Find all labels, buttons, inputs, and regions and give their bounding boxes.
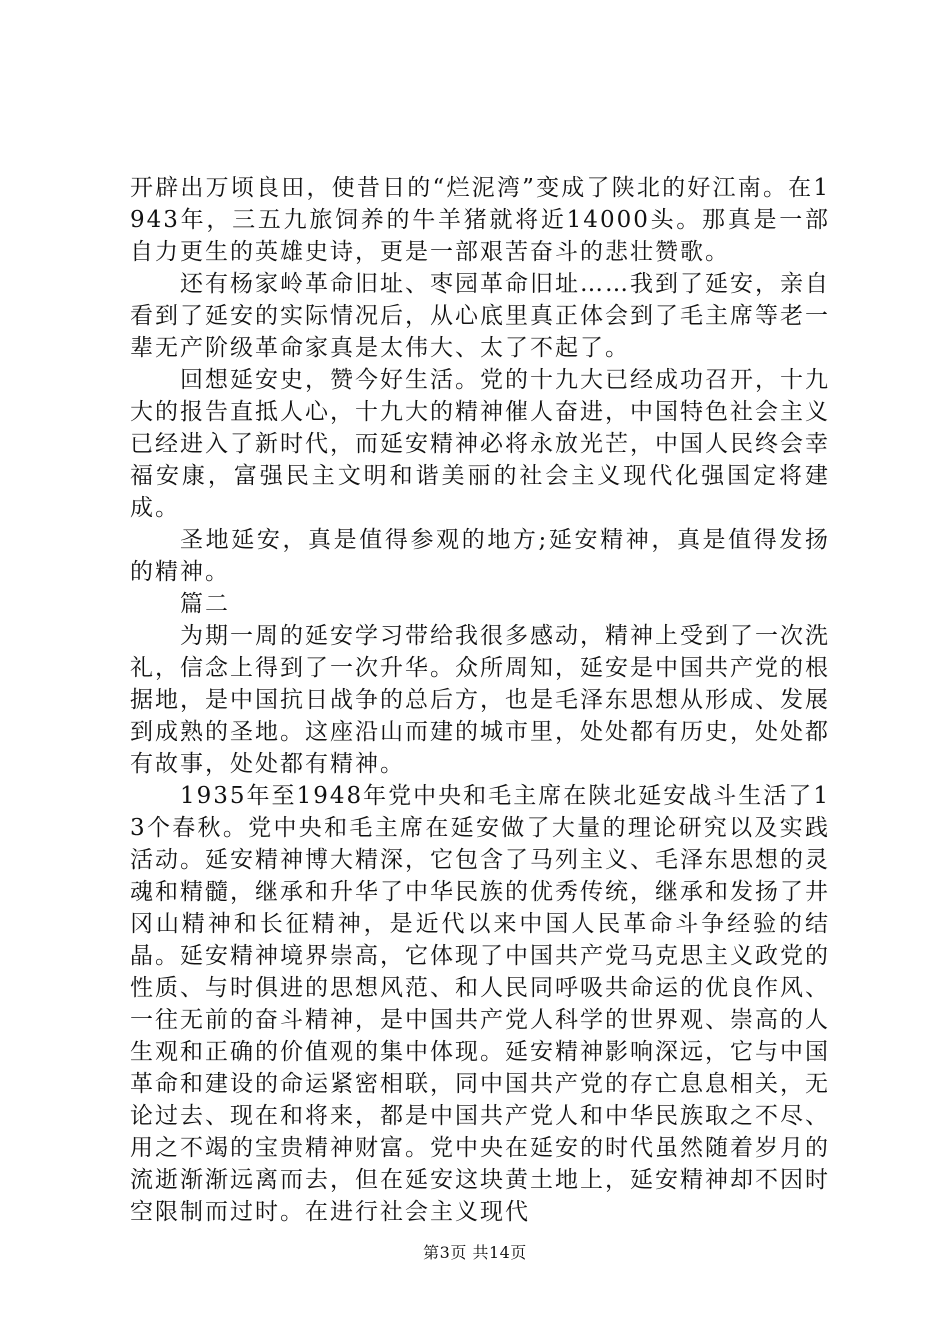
paragraph-3: 回想延安史，赞今好生活。党的十九大已经成功召开，十九大的报告直抵人心，十九大的精神催人奋进，中国特色社会主义已经进入了新时代，而延安精神必将永放光芒，中国人民终会幸福安康，富强民主文明和谐美丽的社会主义现代化强国定将建成。 <box>130 367 830 521</box>
paragraph-6: 1935年至1948年党中央和毛主席在陕北延安战斗生活了13个春秋。党中央和毛主席在延安做了大量的理论研究以及实践活动。延安精神博大精深，它包含了马列主义、毛泽东思想的灵魂和精髓，继承和升华了中华民族的优秀传统，继承和发扬了井冈山精神和长征精神，是近代以来中国人民革命斗争经验的结晶。延安精神境界崇高，它体现了中国共产党马克思主义政党的性质、与时俱进的思想风范、和人民同呼吸共命运的优良作风、一往无前的奋斗精神，是中国共产党人科学的世界观、崇高的人生观和正确的价值观的集中体现。延安精神影响深远，它与中国革命和建设的命运紧密相联，同中国共产党的存亡息息相关，无论过去、现在和将来，都是中国共产党人和中华民族取之不尽、用之不竭的宝贵精神财富。党中央在延安的时代虽然随着岁月的流逝渐渐远离而去，但在延安这块黄土地上，延安精神却不因时空限制而过时。在进行社会主义现代 <box>130 783 830 1225</box>
page-footer: 第3页 共14页 <box>423 1243 527 1262</box>
section-heading: 篇二 <box>180 591 230 617</box>
paragraph-4: 圣地延安，真是值得参观的地方;延安精神，真是值得发扬的精神。 <box>130 527 830 585</box>
paragraph-5: 为期一周的延安学习带给我很多感动，精神上受到了一次洗礼，信念上得到了一次升华。众所周知，延安是中国共产党的根据地，是中国抗日战争的总后方，也是毛泽东思想从形成、发展到成熟的圣地。这座沿山而建的城市里，处处都有历史，处处都有故事，处处都有精神。 <box>130 623 830 777</box>
paragraph-1: 开辟出万顷良田，使昔日的“烂泥湾”变成了陕北的好江南。在1943年，三五九旅饲养的牛羊猪就将近14000头。那真是一部自力更生的英雄史诗，更是一部艰苦奋斗的悲壮赞歌。 <box>130 175 830 265</box>
paragraph-2: 还有杨家岭革命旧址、枣园革命旧址……我到了延安，亲自看到了延安的实际情况后，从心底里真正体会到了毛主席等老一辈无产阶级革命家真是太伟大、太了不起了。 <box>130 271 830 361</box>
document-body <box>130 172 830 1228</box>
